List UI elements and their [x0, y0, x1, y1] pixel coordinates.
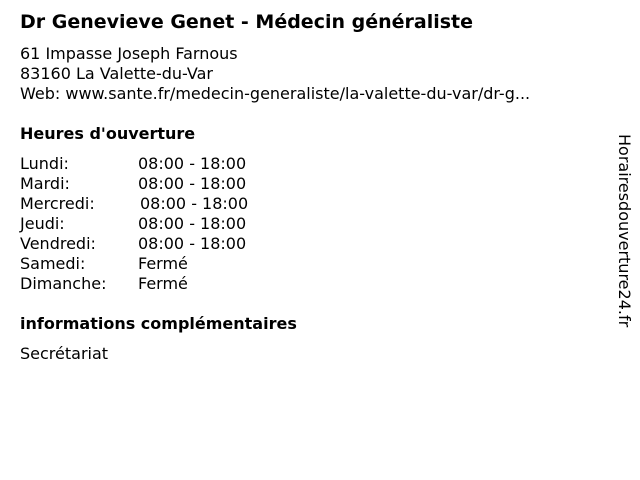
- day-label: Samedi:: [20, 254, 86, 273]
- hours-value: 08:00 - 18:00: [138, 214, 247, 233]
- hours-value: 08:00 - 18:00: [138, 154, 247, 173]
- address-block: [20, 44, 530, 104]
- hours-value: 08:00 - 18:00: [138, 234, 247, 253]
- hours-value: Fermé: [138, 254, 188, 273]
- opening-hours-heading: Heures d'ouverture: [20, 124, 196, 143]
- website-link[interactable]: Web: www.sante.fr/medecin-generaliste/la-valette-du-var/dr-g...: [20, 84, 531, 103]
- day-label: Dimanche:: [20, 274, 107, 293]
- day-label: Lundi:: [20, 154, 69, 173]
- city-postal-code: 83160 La Valette-du-Var: [20, 64, 213, 83]
- page-title: Dr Genevieve Genet - Médecin généraliste: [20, 11, 474, 33]
- day-label: Mercredi:: [20, 194, 95, 213]
- site-brand-vertical: Horairesdouverture24.fr: [615, 134, 634, 328]
- additional-info-heading: informations complémentaires: [20, 314, 297, 333]
- street-address: 61 Impasse Joseph Farnous: [20, 44, 238, 63]
- day-label: Mardi:: [20, 174, 70, 193]
- hours-value: Fermé: [138, 274, 188, 293]
- day-label: Jeudi:: [20, 214, 65, 233]
- hours-value: 08:00 - 18:00: [138, 174, 247, 193]
- day-label: Vendredi:: [20, 234, 96, 253]
- hours-value: 08:00 - 18:00: [140, 194, 249, 213]
- additional-info-text: Secrétariat: [20, 344, 109, 363]
